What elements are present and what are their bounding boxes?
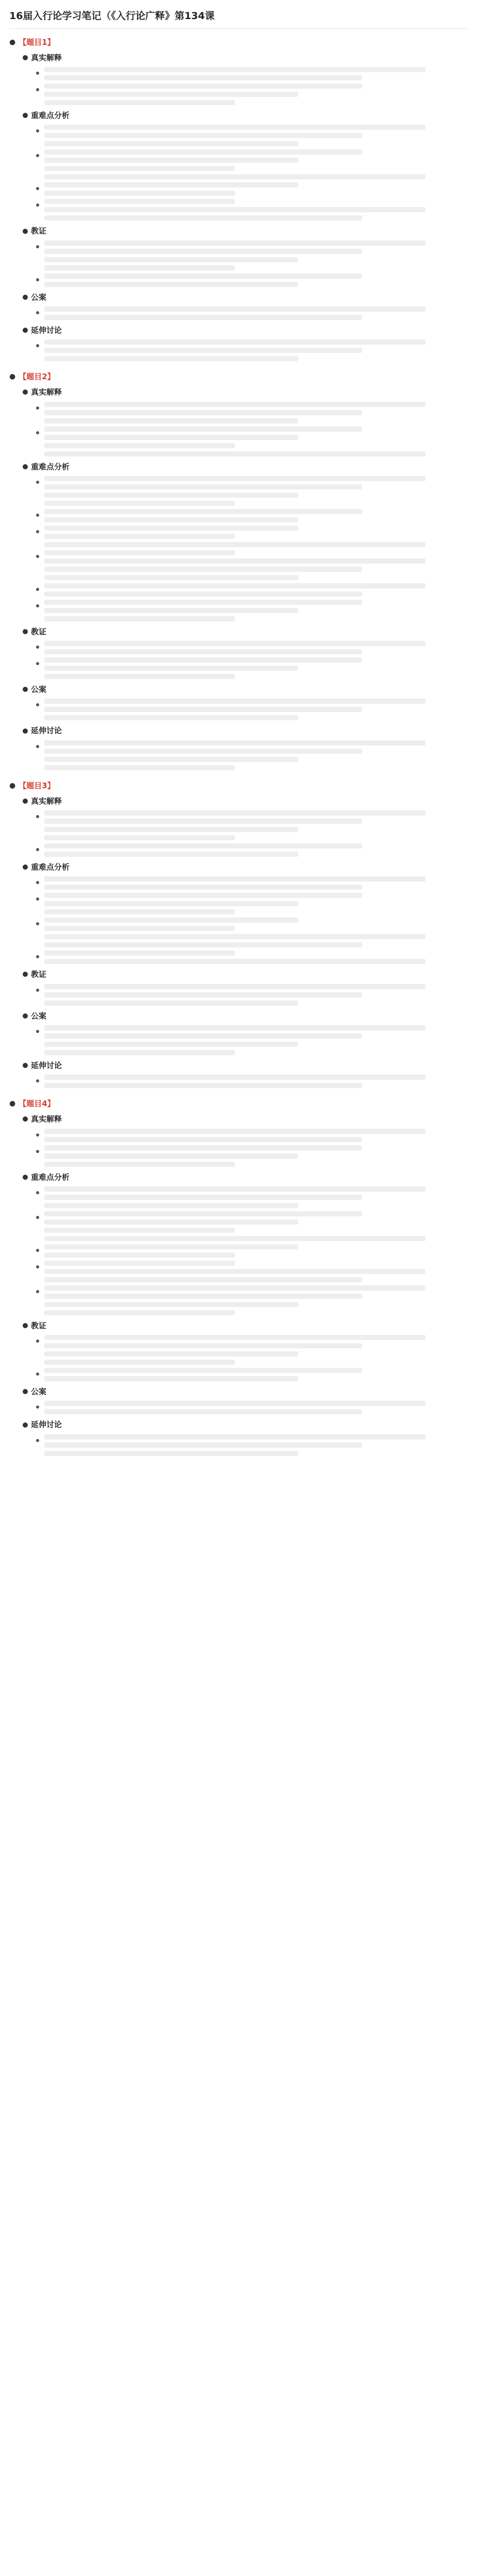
text-line-placeholder: [44, 1228, 235, 1233]
note-item: [35, 1145, 468, 1167]
note-item: [35, 149, 468, 179]
note-item: [35, 340, 468, 361]
section-header: [23, 1171, 468, 1183]
note-item: [35, 1261, 468, 1282]
note-item: [35, 1401, 468, 1414]
note-item: [35, 984, 468, 1006]
section-title: 公案: [31, 292, 47, 302]
text-line-placeholder: [44, 984, 425, 989]
text-line-placeholder: [44, 1335, 425, 1340]
text-line-placeholder: [44, 909, 235, 914]
section-bullet-icon: [23, 1323, 28, 1328]
note-section: [23, 1319, 468, 1381]
section-item-list: [23, 307, 468, 320]
note-section: [23, 1171, 468, 1315]
section-title: 真实解释: [31, 53, 62, 62]
text-line-placeholder: [44, 1001, 298, 1006]
note-item: [35, 1025, 468, 1055]
text-line-placeholder: [44, 340, 425, 345]
section-header: [23, 861, 468, 873]
note-section: [23, 324, 468, 361]
note-section: [23, 1418, 468, 1455]
note-section: [23, 109, 468, 221]
text-line-placeholder: [44, 1145, 362, 1150]
section-item-list: [23, 1187, 468, 1315]
section-title: 重难点分析: [31, 862, 70, 872]
text-line-placeholder: [44, 843, 362, 849]
text-line-placeholder: [44, 810, 425, 816]
text-line-placeholder: [44, 83, 362, 89]
text-line-placeholder: [44, 819, 362, 824]
section-bullet-icon: [23, 1175, 28, 1180]
text-line-placeholder: [44, 649, 362, 654]
section-item-list: [23, 1401, 468, 1414]
question-header: [9, 1097, 468, 1110]
bullet-icon: ●: [9, 372, 16, 381]
note-item: [35, 1368, 468, 1381]
text-line-placeholder: [44, 715, 298, 720]
note-item: [35, 1434, 468, 1456]
text-line-placeholder: [44, 1409, 362, 1414]
text-line-placeholder: [44, 402, 425, 407]
text-line-placeholder: [44, 493, 298, 498]
text-line-placeholder: [44, 666, 298, 671]
text-line-placeholder: [44, 942, 362, 947]
question-label: 【题目4】: [19, 1099, 55, 1109]
section-header: [23, 52, 468, 64]
text-line-placeholder: [44, 427, 362, 432]
note-item: [35, 843, 468, 857]
section-header: [23, 1418, 468, 1431]
section-header: [23, 386, 468, 398]
section-header: [23, 461, 468, 473]
section-title: 真实解释: [31, 1114, 62, 1124]
text-line-placeholder: [44, 1261, 235, 1266]
text-line-placeholder: [44, 893, 362, 898]
text-line-placeholder: [44, 740, 425, 745]
text-line-placeholder: [44, 749, 362, 754]
text-line-placeholder: [44, 1137, 362, 1142]
text-line-placeholder: [44, 918, 298, 923]
note-item: [35, 583, 468, 597]
note-section: [23, 461, 468, 621]
text-line-placeholder: [44, 282, 298, 287]
text-line-placeholder: [44, 75, 362, 80]
note-item: [35, 274, 468, 287]
bullet-icon: ●: [9, 38, 16, 46]
bullet-icon: ●: [9, 1099, 16, 1108]
text-line-placeholder: [44, 451, 425, 456]
section-title: 延伸讨论: [31, 1060, 62, 1070]
note-item: [35, 1244, 468, 1258]
text-line-placeholder: [44, 141, 298, 146]
text-line-placeholder: [44, 558, 425, 564]
note-section: [23, 1010, 468, 1055]
section-header: [23, 109, 468, 122]
section-header: [23, 291, 468, 303]
text-line-placeholder: [44, 1129, 425, 1134]
text-line-placeholder: [44, 1294, 362, 1299]
note-item: [35, 1211, 468, 1241]
section-bullet-icon: [23, 229, 28, 234]
text-line-placeholder: [44, 1187, 425, 1192]
bullet-icon: ●: [9, 781, 16, 790]
note-item: [35, 740, 468, 770]
section-item-list: [23, 241, 468, 287]
text-line-placeholder: [44, 348, 362, 353]
text-line-placeholder: [44, 550, 235, 555]
section-title: 教证: [31, 626, 47, 636]
question-block: [9, 36, 468, 361]
text-line-placeholder: [44, 1285, 425, 1291]
section-title: 重难点分析: [31, 111, 70, 121]
text-line-placeholder: [44, 1310, 235, 1315]
text-line-placeholder: [44, 1244, 298, 1249]
note-item: [35, 307, 468, 320]
text-line-placeholder: [44, 885, 362, 890]
note-item: [35, 699, 468, 720]
text-line-placeholder: [44, 542, 425, 547]
section-title: 公案: [31, 685, 47, 694]
section-item-list: [23, 810, 468, 857]
text-line-placeholder: [44, 484, 362, 489]
section-item-list: [23, 876, 468, 964]
section-bullet-icon: [23, 328, 28, 333]
section-header: [23, 683, 468, 696]
text-line-placeholder: [44, 315, 362, 320]
note-section: [23, 1385, 468, 1414]
section-title: 重难点分析: [31, 462, 70, 471]
note-item: [35, 476, 468, 506]
text-line-placeholder: [44, 1219, 298, 1225]
note-item: [35, 657, 468, 679]
section-title: 重难点分析: [31, 1172, 70, 1182]
question-list: [9, 36, 468, 1456]
note-item: [35, 1335, 468, 1365]
text-line-placeholder: [44, 174, 425, 179]
section-header: [23, 1010, 468, 1022]
section-title: 延伸讨论: [31, 1420, 62, 1430]
text-line-placeholder: [44, 1401, 425, 1406]
text-line-placeholder: [44, 1154, 298, 1159]
text-line-placeholder: [44, 934, 425, 939]
note-item: [35, 810, 468, 840]
text-line-placeholder: [44, 951, 235, 956]
text-line-placeholder: [44, 265, 235, 270]
text-line-placeholder: [44, 641, 425, 646]
text-line-placeholder: [44, 182, 298, 188]
text-line-placeholder: [44, 1033, 362, 1039]
text-line-placeholder: [44, 435, 298, 440]
note-item: [35, 83, 468, 105]
text-line-placeholder: [44, 992, 362, 997]
text-line-placeholder: [44, 1368, 362, 1373]
section-bullet-icon: [23, 629, 28, 634]
section-title: 延伸讨论: [31, 726, 62, 736]
text-line-placeholder: [44, 567, 362, 572]
section-title: 公案: [31, 1011, 47, 1021]
text-line-placeholder: [44, 835, 235, 840]
section-item-list: [23, 699, 468, 720]
text-line-placeholder: [44, 600, 362, 605]
note-item: [35, 526, 468, 547]
text-line-placeholder: [44, 901, 298, 906]
note-section: [23, 291, 468, 320]
text-line-placeholder: [44, 757, 298, 762]
note-item: [35, 427, 468, 456]
note-item: [35, 1129, 468, 1142]
text-line-placeholder: [44, 1075, 425, 1080]
text-line-placeholder: [44, 356, 298, 361]
text-line-placeholder: [44, 1025, 425, 1030]
text-line-placeholder: [44, 1050, 235, 1055]
text-line-placeholder: [44, 1443, 362, 1448]
section-bullet-icon: [23, 389, 28, 395]
section-title: 延伸讨论: [31, 325, 62, 335]
note-section: [23, 724, 468, 770]
text-line-placeholder: [44, 199, 235, 204]
text-line-placeholder: [44, 1451, 298, 1456]
note-item: [35, 199, 468, 221]
note-item: [35, 600, 468, 621]
text-line-placeholder: [44, 92, 298, 97]
section-item-list: [23, 1434, 468, 1456]
text-line-placeholder: [44, 699, 425, 704]
section-bullet-icon: [23, 1116, 28, 1122]
text-line-placeholder: [44, 517, 298, 522]
text-line-placeholder: [44, 827, 298, 832]
text-line-placeholder: [44, 1277, 362, 1282]
section-title: 教证: [31, 226, 47, 236]
text-line-placeholder: [44, 443, 235, 448]
section-header: [23, 1319, 468, 1332]
text-line-placeholder: [44, 608, 298, 613]
text-line-placeholder: [44, 274, 362, 279]
note-item: [35, 509, 468, 522]
note-item: [35, 1075, 468, 1088]
note-item: [35, 893, 468, 914]
section-header: [23, 795, 468, 807]
section-item-list: [23, 1025, 468, 1055]
section-bullet-icon: [23, 464, 28, 469]
text-line-placeholder: [44, 125, 425, 130]
section-title: 公案: [31, 1387, 47, 1397]
section-bullet-icon: [23, 113, 28, 118]
note-section: [23, 1059, 468, 1088]
note-item: [35, 641, 468, 654]
text-line-placeholder: [44, 249, 362, 254]
note-item: [35, 241, 468, 270]
text-line-placeholder: [44, 1302, 298, 1307]
question-label: 【题目3】: [19, 781, 55, 790]
section-item-list: [23, 67, 468, 105]
section-header: [23, 225, 468, 237]
text-line-placeholder: [44, 1343, 362, 1348]
text-line-placeholder: [44, 241, 425, 246]
text-line-placeholder: [44, 926, 235, 931]
section-title: 真实解释: [31, 387, 62, 397]
text-line-placeholder: [44, 207, 425, 212]
text-line-placeholder: [44, 215, 362, 221]
text-line-placeholder: [44, 1203, 298, 1208]
note-section: [23, 625, 468, 679]
section-item-list: [23, 125, 468, 221]
section-bullet-icon: [23, 972, 28, 977]
question-header: [9, 370, 468, 383]
note-section: [23, 52, 468, 105]
question-block: [9, 1097, 468, 1455]
text-line-placeholder: [44, 418, 298, 423]
text-line-placeholder: [44, 1434, 425, 1439]
section-item-list: [23, 402, 468, 456]
question-label: 【题目2】: [19, 372, 55, 382]
section-header: [23, 968, 468, 980]
text-line-placeholder: [44, 410, 362, 415]
text-line-placeholder: [44, 100, 235, 105]
section-header: [23, 1113, 468, 1125]
note-item: [35, 1285, 468, 1315]
section-bullet-icon: [23, 1422, 28, 1428]
text-line-placeholder: [44, 657, 362, 663]
note-item: [35, 951, 468, 964]
section-header: [23, 1059, 468, 1072]
note-item: [35, 402, 468, 423]
section-title: 教证: [31, 1320, 47, 1330]
section-bullet-icon: [23, 687, 28, 692]
section-bullet-icon: [23, 1389, 28, 1394]
text-line-placeholder: [44, 674, 235, 679]
note-item: [35, 182, 468, 196]
question-block: [9, 370, 468, 770]
section-item-list: [23, 740, 468, 770]
section-bullet-icon: [23, 799, 28, 804]
text-line-placeholder: [44, 1252, 235, 1258]
text-line-placeholder: [44, 307, 425, 312]
text-line-placeholder: [44, 876, 425, 882]
section-title: 教证: [31, 970, 47, 979]
text-line-placeholder: [44, 1360, 235, 1365]
section-item-list: [23, 984, 468, 1006]
text-line-placeholder: [44, 1269, 425, 1274]
section-bullet-icon: [23, 865, 28, 870]
text-line-placeholder: [44, 707, 362, 712]
text-line-placeholder: [44, 158, 298, 163]
text-line-placeholder: [44, 1236, 425, 1241]
section-item-list: [23, 340, 468, 361]
text-line-placeholder: [44, 501, 235, 506]
note-item: [35, 125, 468, 146]
note-item: [35, 550, 468, 580]
document-title: 16届入行论学习笔记（《入行论广释》第134课: [9, 8, 468, 29]
text-line-placeholder: [44, 191, 235, 196]
note-section: [23, 861, 468, 964]
section-bullet-icon: [23, 295, 28, 300]
text-line-placeholder: [44, 67, 425, 72]
text-line-placeholder: [44, 526, 298, 531]
note-section: [23, 1113, 468, 1166]
text-line-placeholder: [44, 534, 235, 539]
text-line-placeholder: [44, 1162, 235, 1167]
section-header: [23, 1385, 468, 1398]
text-line-placeholder: [44, 1351, 298, 1357]
text-line-placeholder: [44, 959, 425, 964]
note-section: [23, 968, 468, 1005]
section-title: 真实解释: [31, 796, 62, 806]
note-item: [35, 876, 468, 890]
text-line-placeholder: [44, 765, 235, 770]
note-item: [35, 918, 468, 947]
section-bullet-icon: [23, 55, 28, 60]
note-section: [23, 225, 468, 286]
text-line-placeholder: [44, 575, 298, 580]
section-item-list: [23, 1129, 468, 1167]
text-line-placeholder: [44, 476, 425, 481]
section-bullet-icon: [23, 1013, 28, 1019]
section-item-list: [23, 641, 468, 679]
text-line-placeholder: [44, 616, 235, 621]
text-line-placeholder: [44, 1083, 362, 1088]
question-label: 【题目1】: [19, 37, 55, 47]
text-line-placeholder: [44, 1042, 298, 1047]
section-item-list: [23, 1335, 468, 1381]
text-line-placeholder: [44, 591, 362, 597]
section-bullet-icon: [23, 1063, 28, 1068]
text-line-placeholder: [44, 509, 362, 514]
text-line-placeholder: [44, 133, 362, 138]
note-section: [23, 683, 468, 720]
question-header: [9, 779, 468, 792]
note-item: [35, 67, 468, 80]
note-section: [23, 386, 468, 456]
section-header: [23, 324, 468, 336]
text-line-placeholder: [44, 166, 235, 171]
question-header: [9, 36, 468, 48]
text-line-placeholder: [44, 1211, 362, 1216]
section-item-list: [23, 1075, 468, 1088]
note-section: [23, 795, 468, 857]
text-line-placeholder: [44, 257, 298, 262]
note-item: [35, 1187, 468, 1208]
question-block: [9, 779, 468, 1088]
section-bullet-icon: [23, 728, 28, 734]
text-line-placeholder: [44, 583, 425, 588]
text-line-placeholder: [44, 1376, 298, 1381]
text-line-placeholder: [44, 852, 298, 857]
section-header: [23, 724, 468, 737]
text-line-placeholder: [44, 1195, 362, 1200]
text-line-placeholder: [44, 149, 362, 155]
section-header: [23, 625, 468, 638]
section-item-list: [23, 476, 468, 621]
